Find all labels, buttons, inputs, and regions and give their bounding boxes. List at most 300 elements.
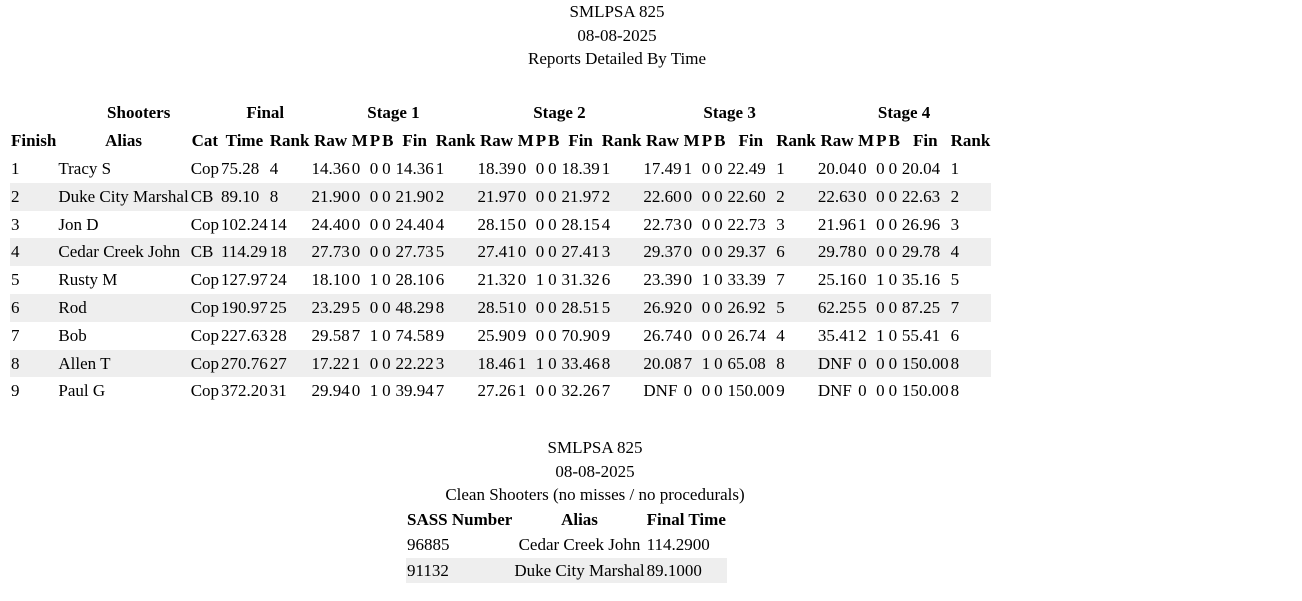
table-cell: 21.97 bbox=[560, 183, 600, 211]
table-cell: 1 bbox=[683, 159, 693, 178]
table-cell: Cedar Creek John bbox=[57, 238, 189, 266]
table-cell: Cop bbox=[190, 381, 220, 401]
table-cell: 0 bbox=[382, 381, 391, 401]
column-header-rank: Rank bbox=[435, 131, 476, 150]
table-cell: 0 bbox=[875, 350, 887, 378]
table-cell: 0 bbox=[548, 270, 557, 290]
table-row bbox=[10, 350, 991, 378]
column-header-rank: Rank bbox=[950, 131, 991, 150]
clean-date: 08-08-2025 bbox=[555, 461, 635, 481]
table-cell: 0 bbox=[876, 214, 885, 234]
column-header-raw: Raw bbox=[646, 131, 680, 150]
table-cell: 26.96 bbox=[901, 214, 941, 234]
table-cell: 29.37 bbox=[642, 238, 682, 266]
group-header-final: Final bbox=[246, 103, 285, 122]
column-header-rank: Rank bbox=[776, 131, 816, 150]
table-cell: 0 bbox=[382, 214, 391, 234]
table-cell: 29.78 bbox=[817, 238, 857, 266]
table-cell: 22.63 bbox=[901, 183, 950, 211]
table-cell: 26.74 bbox=[643, 325, 682, 345]
table-cell: 74.58 bbox=[395, 325, 434, 345]
column-header-raw: Raw bbox=[480, 131, 514, 150]
table-cell: 0 bbox=[683, 381, 693, 401]
table-row bbox=[10, 322, 991, 350]
table-cell: 0 bbox=[381, 350, 394, 378]
column-header-m: M bbox=[517, 131, 534, 150]
group-header-stage-2: Stage 2 bbox=[533, 103, 586, 122]
table-cell: 28.15 bbox=[561, 214, 600, 234]
table-cell: 22.73 bbox=[727, 214, 766, 234]
group-header-row bbox=[10, 99, 991, 127]
table-cell: 4 bbox=[776, 325, 785, 345]
table-cell: 22.60 bbox=[726, 183, 775, 211]
table-cell: 75.28 bbox=[221, 159, 260, 178]
table-cell: 24.40 bbox=[395, 214, 434, 234]
table-cell: 8 bbox=[435, 294, 477, 322]
column-header-raw: Raw bbox=[314, 131, 348, 150]
table-cell: 0 bbox=[701, 214, 711, 234]
table-cell: 7 bbox=[435, 381, 445, 401]
clean-cell: Cedar Creek John bbox=[518, 535, 641, 554]
clean-title: SMLPSA 825 bbox=[547, 438, 643, 457]
table-cell: 2 bbox=[775, 183, 817, 211]
table-cell: 18.39 bbox=[561, 159, 600, 178]
table-cell: 2 bbox=[950, 183, 992, 211]
column-header-m: M bbox=[351, 131, 368, 150]
table-cell: 1 bbox=[517, 350, 535, 378]
column-header-finish: Finish bbox=[11, 131, 57, 150]
table-cell: 0 bbox=[351, 183, 369, 211]
table-cell: 0 bbox=[517, 294, 535, 322]
group-header-shooters: Shooters bbox=[107, 103, 171, 122]
table-cell: 65.08 bbox=[726, 350, 775, 378]
report-title: SMLPSA 825 bbox=[569, 2, 665, 21]
table-cell: 0 bbox=[714, 325, 723, 345]
table-cell: 9 bbox=[11, 381, 20, 401]
table-cell: 9 bbox=[517, 325, 527, 345]
table-cell: 0 bbox=[683, 183, 701, 211]
table-cell: 4 bbox=[601, 214, 611, 234]
table-cell: 1 bbox=[369, 325, 379, 345]
table-cell: 1 bbox=[776, 159, 785, 178]
table-cell: 0 bbox=[535, 294, 547, 322]
table-cell: 27.41 bbox=[476, 238, 516, 266]
table-cell: 26.74 bbox=[727, 325, 766, 345]
table-cell: 89.10 bbox=[220, 183, 269, 211]
table-cell: 0 bbox=[517, 214, 527, 234]
table-cell: 22.73 bbox=[643, 214, 682, 234]
table-cell: 8 bbox=[950, 381, 960, 401]
results-body bbox=[10, 155, 991, 405]
table-cell: 0 bbox=[547, 183, 560, 211]
table-row bbox=[10, 377, 991, 405]
table-cell: 0 bbox=[548, 325, 557, 345]
column-header-time: Time bbox=[225, 131, 264, 150]
table-cell: 20.04 bbox=[817, 159, 857, 178]
table-cell: 0 bbox=[382, 270, 391, 290]
table-cell: 0 bbox=[888, 159, 898, 178]
table-cell: 23.29 bbox=[310, 294, 350, 322]
table-cell: 372.20 bbox=[221, 381, 268, 401]
column-header-fin: Fin bbox=[738, 131, 764, 150]
table-row bbox=[10, 294, 991, 322]
table-cell: 8 bbox=[950, 350, 992, 378]
table-cell: 70.90 bbox=[561, 325, 600, 345]
table-cell: 0 bbox=[547, 350, 560, 378]
clean-cell: Duke City Marshal bbox=[513, 558, 645, 584]
table-cell: 5 bbox=[950, 270, 960, 290]
header-final-time: Final Time bbox=[646, 510, 726, 529]
table-cell: DNF bbox=[817, 381, 852, 401]
table-cell: 0 bbox=[535, 183, 547, 211]
table-cell: 6 bbox=[10, 294, 57, 322]
table-cell: 0 bbox=[857, 350, 875, 378]
table-cell: 0 bbox=[369, 214, 379, 234]
table-cell: 0 bbox=[381, 183, 394, 211]
table-cell: 25.90 bbox=[477, 325, 516, 345]
table-cell: 25 bbox=[269, 294, 311, 322]
table-cell: 3 bbox=[11, 214, 20, 234]
table-cell: 0 bbox=[548, 381, 557, 401]
table-cell: 0 bbox=[683, 294, 701, 322]
table-cell: 17.22 bbox=[310, 350, 350, 378]
table-cell: 0 bbox=[857, 183, 875, 211]
table-cell: 27.41 bbox=[560, 238, 600, 266]
table-cell: 0 bbox=[381, 238, 394, 266]
column-header-b: B bbox=[548, 131, 560, 150]
table-cell: 5 bbox=[775, 294, 817, 322]
table-cell: 33.39 bbox=[727, 270, 766, 290]
table-cell: 0 bbox=[701, 238, 713, 266]
report-header bbox=[0, 0, 1234, 71]
table-cell: 8 bbox=[10, 350, 57, 378]
table-cell: 0 bbox=[701, 294, 713, 322]
table-cell: 48.29 bbox=[395, 294, 435, 322]
table-cell: Cop bbox=[190, 325, 220, 345]
table-cell: 3 bbox=[776, 214, 785, 234]
table-cell: 31 bbox=[269, 381, 287, 401]
table-cell: 17.49 bbox=[643, 159, 682, 178]
table-cell: 0 bbox=[351, 214, 361, 234]
table-cell: 1 bbox=[701, 270, 711, 290]
table-cell: Rod bbox=[57, 294, 189, 322]
header-sass-number: SASS Number bbox=[407, 510, 513, 529]
table-cell: 3 bbox=[601, 238, 643, 266]
table-cell: 0 bbox=[888, 381, 898, 401]
table-cell: 1 bbox=[950, 159, 960, 178]
table-cell: 1 bbox=[535, 350, 547, 378]
table-cell: 127.97 bbox=[221, 270, 268, 290]
column-header-row bbox=[10, 127, 991, 155]
column-header-rank: Rank bbox=[601, 131, 642, 150]
table-cell: 0 bbox=[713, 350, 726, 378]
table-cell: 150.00 bbox=[727, 381, 775, 401]
table-cell: 1 bbox=[369, 270, 379, 290]
group-header-stage-4: Stage 4 bbox=[877, 103, 931, 122]
table-cell: 14.36 bbox=[311, 159, 350, 178]
table-cell: 227.63 bbox=[221, 325, 268, 345]
table-cell: 2 bbox=[10, 183, 57, 211]
table-cell: 0 bbox=[875, 183, 887, 211]
table-cell: 1 bbox=[435, 159, 445, 178]
table-cell: 0 bbox=[369, 238, 381, 266]
table-cell: Jon D bbox=[58, 214, 99, 234]
table-cell: 2 bbox=[601, 183, 643, 211]
table-cell: 0 bbox=[535, 238, 547, 266]
column-header-fin: Fin bbox=[913, 131, 938, 150]
table-cell: 22.22 bbox=[395, 350, 435, 378]
table-cell: 114.29 bbox=[220, 238, 269, 266]
table-cell: 7 bbox=[601, 381, 611, 401]
table-cell: 55.41 bbox=[901, 325, 941, 345]
table-cell: 9 bbox=[435, 325, 445, 345]
table-cell: 24 bbox=[269, 270, 287, 290]
table-cell: 0 bbox=[517, 238, 535, 266]
table-cell: 28.51 bbox=[476, 294, 516, 322]
table-cell: 18 bbox=[269, 238, 311, 266]
table-cell: 0 bbox=[683, 270, 693, 290]
table-cell: Tracy S bbox=[58, 159, 112, 178]
table-cell: 2 bbox=[435, 183, 477, 211]
table-cell: 0 bbox=[517, 270, 527, 290]
table-cell: 20.04 bbox=[901, 159, 941, 178]
table-cell: 150.00 bbox=[901, 350, 950, 378]
table-cell: 18.46 bbox=[476, 350, 516, 378]
table-cell: 0 bbox=[888, 238, 901, 266]
column-header-p: P bbox=[535, 131, 547, 150]
table-cell: 0 bbox=[858, 381, 867, 401]
table-cell: 0 bbox=[876, 381, 885, 401]
table-cell: 0 bbox=[714, 159, 723, 178]
table-cell: 9 bbox=[776, 381, 785, 401]
table-cell: 0 bbox=[369, 350, 381, 378]
table-cell: 0 bbox=[683, 325, 693, 345]
table-cell: 4 bbox=[10, 238, 57, 266]
table-cell: 1 bbox=[369, 381, 379, 401]
clean-cell: 91132 bbox=[406, 558, 513, 584]
table-row bbox=[10, 155, 991, 183]
table-cell: 27.73 bbox=[310, 238, 350, 266]
table-cell: 24.40 bbox=[311, 214, 350, 234]
table-cell: 21.96 bbox=[817, 214, 857, 234]
table-cell: Cop bbox=[190, 270, 220, 290]
table-cell: 1 bbox=[535, 270, 545, 290]
table-cell: 0 bbox=[875, 294, 887, 322]
table-cell: 7 bbox=[776, 270, 785, 290]
clean-row bbox=[406, 532, 727, 558]
table-cell: 14.36 bbox=[395, 159, 434, 178]
table-cell: 23.39 bbox=[643, 270, 682, 290]
table-cell: 0 bbox=[857, 238, 875, 266]
table-cell: 5 bbox=[857, 294, 875, 322]
clean-shooters-table bbox=[406, 507, 727, 583]
table-cell: 0 bbox=[535, 325, 545, 345]
table-cell: 6 bbox=[601, 270, 611, 290]
table-cell: Rusty M bbox=[58, 270, 118, 290]
table-cell: 0 bbox=[369, 294, 381, 322]
table-cell: 0 bbox=[547, 238, 560, 266]
column-header-cat: Cat bbox=[191, 131, 219, 150]
clean-row bbox=[406, 558, 727, 584]
table-cell: 0 bbox=[351, 270, 361, 290]
table-cell: 6 bbox=[950, 325, 960, 345]
column-header-m: M bbox=[858, 131, 875, 150]
table-row bbox=[10, 238, 991, 266]
table-cell: 28.15 bbox=[477, 214, 516, 234]
table-cell: 4 bbox=[435, 214, 445, 234]
table-cell: 5 bbox=[601, 294, 643, 322]
clean-header-row bbox=[406, 507, 727, 532]
clean-cell: 89.1000 bbox=[646, 558, 727, 584]
table-cell: Bob bbox=[58, 325, 87, 345]
table-cell: 1 bbox=[876, 325, 885, 345]
clean-cell: 96885 bbox=[407, 535, 450, 554]
table-cell: 4 bbox=[269, 159, 279, 178]
table-cell: 1 bbox=[517, 381, 527, 401]
table-cell: 0 bbox=[888, 294, 901, 322]
table-cell: 1 bbox=[601, 159, 611, 178]
table-cell: Duke City Marshal bbox=[57, 183, 189, 211]
table-cell: 0 bbox=[351, 238, 369, 266]
table-cell: Cop bbox=[190, 214, 220, 234]
table-cell: Allen T bbox=[57, 350, 189, 378]
table-row bbox=[10, 211, 991, 239]
table-cell: 27.73 bbox=[395, 238, 435, 266]
clean-subtitle: Clean Shooters (no misses / no procedurals) bbox=[445, 485, 745, 504]
table-cell: 29.37 bbox=[726, 238, 775, 266]
table-cell: Paul G bbox=[58, 381, 106, 401]
table-cell: 0 bbox=[888, 214, 898, 234]
table-cell: 0 bbox=[381, 294, 394, 322]
report-date: 08-08-2025 bbox=[577, 25, 657, 45]
table-cell: Cop bbox=[190, 159, 220, 178]
table-cell: Cop bbox=[190, 294, 220, 322]
table-cell: 2 bbox=[858, 325, 867, 345]
table-cell: 190.97 bbox=[220, 294, 269, 322]
table-cell: 0 bbox=[858, 159, 867, 178]
table-cell: 0 bbox=[683, 238, 701, 266]
table-cell: 1 bbox=[876, 270, 885, 290]
table-cell: 150.00 bbox=[901, 381, 949, 401]
table-cell: 18.39 bbox=[477, 159, 516, 178]
table-cell: 22.63 bbox=[817, 183, 857, 211]
clean-cell: 114.2900 bbox=[646, 535, 710, 554]
table-cell: 0 bbox=[369, 159, 379, 178]
table-cell: 0 bbox=[714, 214, 723, 234]
table-cell: 7 bbox=[950, 294, 992, 322]
results-table bbox=[10, 99, 991, 405]
header-alias: Alias bbox=[561, 510, 598, 529]
table-cell: 0 bbox=[535, 159, 545, 178]
table-cell: 0 bbox=[517, 159, 527, 178]
table-cell: 0 bbox=[548, 214, 557, 234]
table-cell: 39.94 bbox=[395, 381, 434, 401]
table-cell: 5 bbox=[351, 294, 369, 322]
table-cell: 29.78 bbox=[901, 238, 950, 266]
table-cell: 270.76 bbox=[220, 350, 269, 378]
table-cell: 0 bbox=[701, 381, 711, 401]
table-cell: 8 bbox=[775, 350, 817, 378]
table-cell: 0 bbox=[888, 183, 901, 211]
table-cell: DNF bbox=[817, 350, 857, 378]
table-cell: 0 bbox=[888, 350, 901, 378]
table-cell: 0 bbox=[547, 294, 560, 322]
table-cell: 0 bbox=[888, 270, 898, 290]
table-cell: 27 bbox=[269, 350, 311, 378]
table-cell: 0 bbox=[351, 159, 361, 178]
table-cell: 0 bbox=[548, 159, 557, 178]
table-cell: 3 bbox=[435, 350, 477, 378]
table-cell: 35.16 bbox=[901, 270, 941, 290]
table-cell: 26.92 bbox=[642, 294, 682, 322]
table-cell: 102.24 bbox=[221, 214, 268, 234]
table-cell: 0 bbox=[875, 238, 887, 266]
table-cell: 1 bbox=[11, 159, 20, 178]
table-cell: 28.10 bbox=[395, 270, 434, 290]
table-cell: 31.32 bbox=[561, 270, 600, 290]
table-cell: 0 bbox=[369, 183, 381, 211]
table-cell: 7 bbox=[351, 325, 361, 345]
group-header-stage-3: Stage 3 bbox=[703, 103, 756, 122]
table-cell: 0 bbox=[701, 325, 711, 345]
table-cell: 29.58 bbox=[311, 325, 350, 345]
table-cell: 1 bbox=[351, 350, 369, 378]
table-cell: 33.46 bbox=[560, 350, 600, 378]
column-header-fin: Fin bbox=[568, 131, 593, 150]
column-header-rank: Rank bbox=[269, 131, 310, 150]
table-cell: 18.10 bbox=[311, 270, 350, 290]
table-cell: 0 bbox=[535, 214, 545, 234]
table-cell: 7 bbox=[683, 350, 701, 378]
table-cell: 6 bbox=[435, 270, 445, 290]
table-cell: 32.26 bbox=[561, 381, 600, 401]
column-header-p: P bbox=[701, 131, 713, 150]
table-cell: 0 bbox=[517, 183, 535, 211]
table-cell: 5 bbox=[435, 238, 477, 266]
table-cell: 0 bbox=[382, 159, 391, 178]
report-subtitle: Reports Detailed By Time bbox=[527, 49, 707, 68]
table-cell: 0 bbox=[714, 270, 723, 290]
table-cell: 8 bbox=[601, 350, 643, 378]
table-cell: 0 bbox=[701, 159, 711, 178]
table-cell: 5 bbox=[11, 270, 20, 290]
table-cell: 0 bbox=[714, 381, 723, 401]
column-header-m: M bbox=[683, 131, 700, 150]
table-row bbox=[10, 183, 991, 211]
table-cell: 21.90 bbox=[395, 183, 435, 211]
table-cell: 87.25 bbox=[901, 294, 950, 322]
table-cell: CB bbox=[190, 238, 220, 266]
table-cell: 6 bbox=[775, 238, 817, 266]
table-cell: 0 bbox=[876, 159, 885, 178]
table-cell: DNF bbox=[643, 381, 678, 401]
table-cell: 0 bbox=[535, 381, 545, 401]
table-cell: 27.26 bbox=[477, 381, 516, 401]
clean-header bbox=[0, 436, 1190, 507]
column-header-p: P bbox=[876, 131, 887, 150]
table-cell: CB bbox=[190, 183, 220, 211]
table-cell: 3 bbox=[950, 214, 960, 234]
column-header-p: P bbox=[369, 131, 381, 150]
table-row bbox=[10, 266, 991, 294]
table-cell: 0 bbox=[888, 325, 898, 345]
table-cell: 1 bbox=[858, 214, 867, 234]
clean-body bbox=[406, 532, 727, 583]
table-cell: 28.51 bbox=[560, 294, 600, 322]
table-cell: 7 bbox=[11, 325, 20, 345]
table-cell: 0 bbox=[382, 325, 391, 345]
table-cell: 9 bbox=[601, 325, 611, 345]
